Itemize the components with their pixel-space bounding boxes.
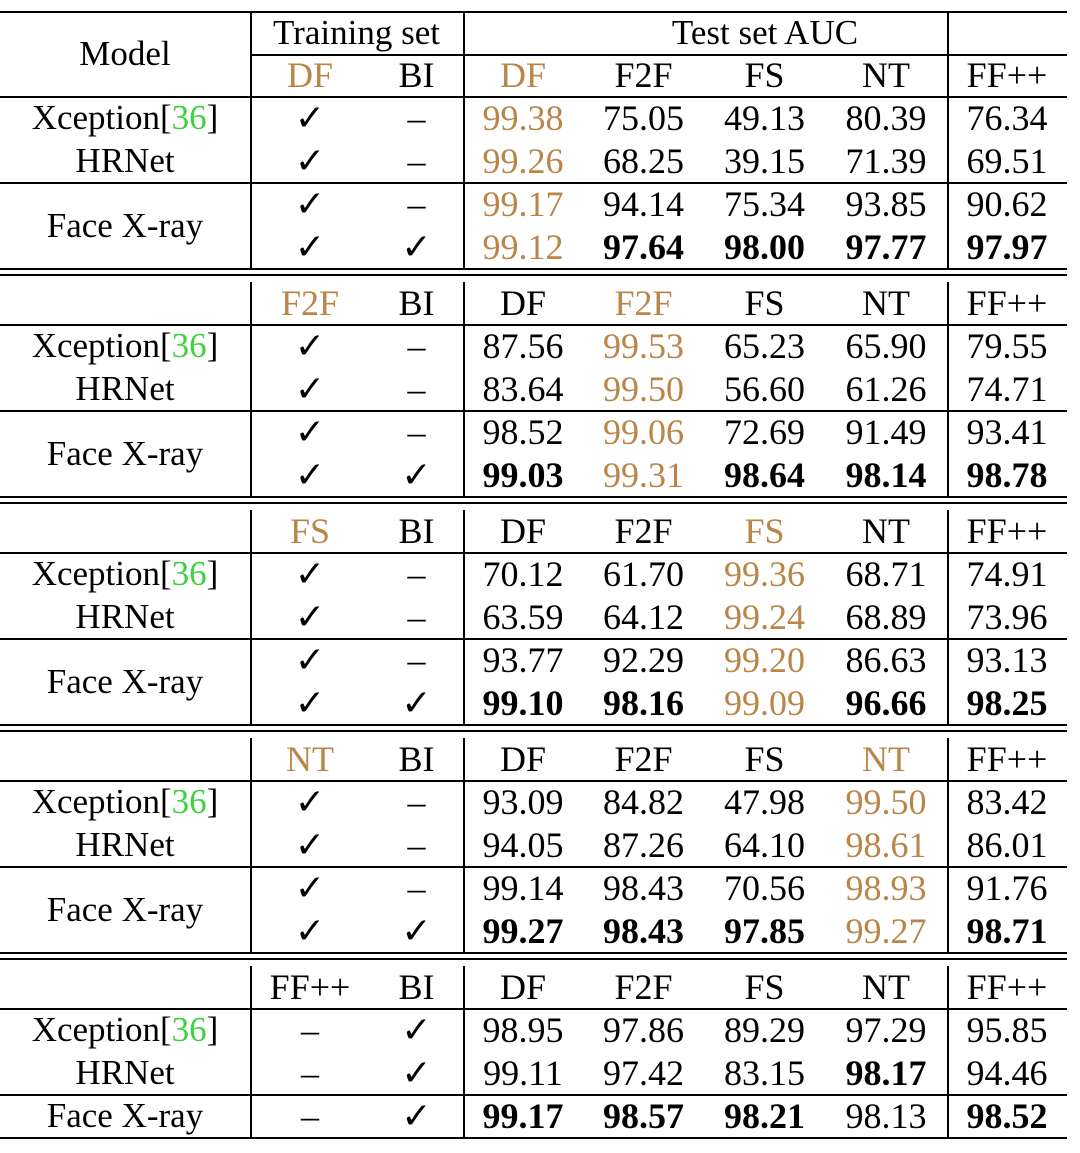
auc-value: 99.12: [482, 226, 564, 267]
citation-link[interactable]: 36: [171, 326, 207, 365]
auc-value: 68.25: [603, 140, 684, 181]
test-column-label: FS: [744, 55, 785, 95]
table-row: [0, 681, 1080, 724]
bi-check: –: [407, 553, 426, 594]
auc-value: 99.11: [483, 1052, 563, 1093]
table-row: [0, 453, 1080, 496]
auc-value: 99.14: [482, 867, 564, 908]
auc-value: 98.61: [845, 824, 927, 865]
model-label: HRNet: [75, 369, 175, 408]
column-rule: [250, 966, 252, 1137]
table-row: [0, 96, 1080, 139]
citation-link[interactable]: 36: [171, 554, 207, 593]
auc-value: 99.17: [482, 183, 564, 224]
test-column-label: DF: [499, 739, 547, 779]
train-check: ✓: [294, 553, 326, 594]
column-rule: [250, 11, 252, 268]
auc-value: 93.77: [482, 639, 564, 680]
auc-value: 75.05: [603, 97, 684, 138]
test-column-label: F2F: [614, 55, 673, 95]
auc-value: 71.39: [845, 140, 927, 181]
train-check: ✓: [294, 596, 326, 637]
auc-value: 98.43: [603, 867, 684, 908]
block-end-rule: [0, 724, 1067, 726]
auc-value: 74.71: [966, 368, 1048, 409]
bi-check: ✓: [401, 910, 432, 951]
auc-value: 99.50: [845, 781, 927, 822]
block-end-rule: [0, 502, 1067, 504]
test-column-label: DF: [499, 967, 547, 1007]
auc-value: 99.24: [724, 596, 805, 637]
column-rule: [947, 282, 949, 496]
auc-value: 83.15: [724, 1052, 805, 1093]
bi-check: ✓: [401, 1052, 432, 1093]
bi-check: ✓: [401, 1009, 432, 1050]
auc-value: 99.03: [482, 454, 564, 495]
model-label: Face X-ray: [46, 433, 204, 473]
auc-value: 91.49: [845, 411, 927, 452]
test-column-label: NT: [862, 55, 910, 95]
table-row: [0, 780, 1080, 823]
model-name: Xception [ 36 ]: [31, 782, 219, 821]
train-check: ✓: [294, 411, 326, 452]
test-column-label: NT: [862, 967, 910, 1007]
model-label: Xception: [31, 326, 160, 365]
model-name: Xception [ 36 ]: [31, 554, 219, 593]
bi-check: –: [407, 97, 426, 138]
table-row: [0, 182, 1080, 245]
table-row: [0, 866, 1080, 929]
test-column-label: F2F: [614, 511, 673, 551]
auc-value: 98.95: [482, 1009, 564, 1050]
block-end-rule: [0, 730, 1067, 732]
auc-value: 99.36: [724, 553, 805, 594]
table-row: [0, 410, 1080, 473]
auc-value: 93.85: [845, 183, 927, 224]
model-label: Xception: [31, 782, 160, 821]
auc-value: 64.12: [603, 596, 684, 637]
auc-value: 98.52: [966, 1095, 1048, 1136]
auc-value: 83.42: [966, 781, 1048, 822]
column-rule: [250, 510, 252, 724]
test-column-label: F2F: [614, 283, 673, 323]
auc-value: 99.10: [482, 682, 564, 723]
auc-value: 98.64: [724, 454, 805, 495]
test-column-label: NT: [862, 511, 910, 551]
auc-value: 98.16: [603, 682, 684, 723]
model-name: Xception [ 36 ]: [31, 98, 219, 137]
auc-value: 47.98: [724, 781, 805, 822]
auc-value: 99.06: [603, 411, 684, 452]
auc-value: 84.82: [603, 781, 684, 822]
auc-value: 98.13: [845, 1095, 927, 1136]
column-rule: [947, 738, 949, 952]
test-column-label: FF++: [966, 511, 1048, 551]
auc-value: 74.91: [966, 553, 1048, 594]
model-label: HRNet: [75, 141, 175, 180]
auc-value: 72.69: [724, 411, 805, 452]
bi-label: BI: [398, 967, 435, 1007]
table-row: [0, 139, 1080, 182]
column-rule: [250, 282, 252, 496]
table-row: [0, 638, 1080, 701]
train-set-label: DF: [286, 55, 334, 95]
auc-value: 99.09: [724, 682, 805, 723]
bi-check: ✓: [401, 682, 432, 723]
model-label: HRNet: [75, 825, 175, 864]
auc-value: 98.52: [482, 411, 564, 452]
auc-value: 98.57: [603, 1095, 684, 1136]
auc-value: 94.05: [482, 824, 564, 865]
model-name: [0, 595, 250, 638]
auc-value: 68.71: [845, 553, 927, 594]
auc-value: 69.51: [966, 140, 1048, 181]
auc-value: 99.31: [603, 454, 684, 495]
column-rule: [947, 11, 949, 268]
test-column-label: DF: [499, 511, 547, 551]
bi-check: –: [407, 325, 426, 366]
auc-value: 95.85: [966, 1009, 1048, 1050]
auc-value: 98.78: [966, 454, 1048, 495]
test-column-label: FF++: [966, 55, 1048, 95]
auc-value: 98.21: [724, 1095, 805, 1136]
auc-value: 70.56: [724, 867, 805, 908]
table-row: [0, 324, 1080, 367]
auc-value: 65.23: [724, 325, 805, 366]
table-row: [0, 1094, 1080, 1137]
subheader-row: [0, 282, 1080, 324]
bi-check: –: [407, 867, 426, 908]
auc-value: 68.89: [845, 596, 927, 637]
auc-value: 61.70: [603, 553, 684, 594]
auc-value: 99.38: [482, 97, 564, 138]
auc-value: 63.59: [482, 596, 564, 637]
bi-check: –: [407, 824, 426, 865]
train-check: ✓: [294, 824, 326, 865]
auc-value: 79.55: [966, 325, 1048, 366]
model-name: [0, 139, 250, 182]
train-check: ✓: [294, 325, 326, 366]
train-check: ✓: [294, 140, 326, 181]
subheader-row: [0, 510, 1080, 552]
training-set-header: Training set: [273, 12, 440, 52]
test-column-label: F2F: [614, 967, 673, 1007]
auc-value: 49.13: [724, 97, 805, 138]
auc-value: 56.60: [724, 368, 805, 409]
test-column-label: NT: [862, 739, 910, 779]
train-check: ✓: [294, 226, 326, 267]
auc-value: 87.56: [482, 325, 564, 366]
auc-value: 98.71: [966, 910, 1048, 951]
train-set-label: FS: [289, 511, 331, 551]
auc-value: 91.76: [966, 867, 1048, 908]
block-end-rule: [0, 268, 1067, 270]
auc-value: 61.26: [845, 368, 927, 409]
subheader-row: [0, 54, 1080, 96]
table-row: [0, 595, 1080, 638]
bi-label: BI: [398, 283, 435, 323]
model-name: [0, 823, 250, 866]
model-label: Face X-ray: [46, 1096, 204, 1135]
model-label: Xception: [31, 1010, 160, 1049]
auc-value: 99.20: [724, 639, 805, 680]
citation-link[interactable]: 36: [171, 1010, 207, 1049]
auc-value: 90.62: [966, 183, 1048, 224]
column-rule: [250, 738, 252, 952]
train-check: ✓: [294, 454, 326, 495]
bi-check: –: [407, 183, 426, 224]
test-column-label: F2F: [614, 739, 673, 779]
train-check: –: [301, 1095, 319, 1136]
column-rule: [463, 510, 465, 724]
train-check: ✓: [294, 682, 326, 723]
auc-value: 98.25: [966, 682, 1048, 723]
auc-value: 99.50: [603, 368, 684, 409]
test-column-label: FF++: [966, 739, 1048, 779]
auc-value: 75.34: [724, 183, 805, 224]
table-row: [0, 552, 1080, 595]
block-end-rule: [0, 496, 1067, 498]
auc-value: 98.17: [845, 1052, 927, 1093]
auc-value: 93.09: [482, 781, 564, 822]
train-check: ✓: [294, 781, 326, 822]
auc-value: 98.00: [724, 226, 805, 267]
train-check: –: [301, 1009, 319, 1050]
block-end-rule: [0, 952, 1067, 954]
test-column-label: NT: [862, 283, 910, 323]
train-set-label: NT: [286, 739, 334, 779]
table-row: [0, 1008, 1080, 1051]
table-row: [0, 909, 1080, 952]
auc-value: 97.85: [724, 910, 805, 951]
test-column-label: DF: [499, 55, 547, 95]
citation-link[interactable]: 36: [171, 782, 207, 821]
auc-value: 94.46: [966, 1052, 1048, 1093]
bi-label: BI: [398, 55, 435, 95]
test-column-label: FS: [744, 283, 785, 323]
model-name: [0, 1094, 250, 1137]
auc-value: 83.64: [482, 368, 564, 409]
block-end-rule: [0, 274, 1067, 276]
bi-check: ✓: [401, 226, 432, 267]
bi-check: –: [407, 781, 426, 822]
test-column-label: FF++: [966, 283, 1048, 323]
test-column-label: DF: [499, 283, 547, 323]
train-check: ✓: [294, 183, 326, 224]
bi-check: –: [407, 639, 426, 680]
auc-value: 93.13: [966, 639, 1048, 680]
citation-link[interactable]: 36: [171, 98, 207, 137]
bottom-rule: [0, 1137, 1067, 1139]
train-set-label: F2F: [280, 283, 340, 323]
train-check: ✓: [294, 639, 326, 680]
auc-value: 97.29: [845, 1009, 927, 1050]
table-row: [0, 225, 1080, 268]
auc-value: 97.86: [603, 1009, 684, 1050]
auc-value: 93.41: [966, 411, 1048, 452]
auc-value: 99.27: [482, 910, 564, 951]
test-set-header: Test set AUC: [671, 12, 859, 52]
auc-value: 65.90: [845, 325, 927, 366]
subheader-row: [0, 966, 1080, 1008]
auc-value: 39.15: [724, 140, 805, 181]
auc-value: 97.77: [845, 226, 927, 267]
model-name: [0, 367, 250, 410]
model-label: HRNet: [75, 1053, 175, 1092]
model-header: Model: [79, 33, 171, 73]
auc-value: 98.14: [845, 454, 927, 495]
bi-check: –: [407, 596, 426, 637]
bi-check: ✓: [401, 1095, 432, 1136]
auc-value: 92.29: [603, 639, 684, 680]
auc-value: 73.96: [966, 596, 1048, 637]
column-rule: [463, 738, 465, 952]
auc-value: 99.53: [603, 325, 684, 366]
auc-value: 96.66: [845, 682, 927, 723]
subheader-row: [0, 738, 1080, 780]
auc-value: 70.12: [482, 553, 564, 594]
auc-value: 76.34: [966, 97, 1048, 138]
auc-value: 99.26: [482, 140, 564, 181]
table-row: [0, 367, 1080, 410]
column-rule: [463, 282, 465, 496]
train-set-label: FF++: [269, 967, 351, 1007]
train-check: ✓: [294, 910, 326, 951]
model-label: HRNet: [75, 597, 175, 636]
auc-value: 94.14: [603, 183, 684, 224]
auc-value: 86.01: [966, 824, 1048, 865]
train-check: ✓: [294, 368, 326, 409]
auc-value: 98.93: [845, 867, 927, 908]
test-column-label: FS: [744, 511, 785, 551]
model-label: Face X-ray: [46, 205, 204, 245]
auc-value: 89.29: [724, 1009, 805, 1050]
block-end-rule: [0, 958, 1067, 960]
model-label: Xception: [31, 98, 160, 137]
table-row: [0, 823, 1080, 866]
bi-check: ✓: [401, 454, 432, 495]
column-rule: [463, 966, 465, 1137]
auc-value: 97.64: [603, 226, 684, 267]
column-rule: [463, 11, 465, 268]
model-label: Face X-ray: [46, 889, 204, 929]
column-rule: [947, 510, 949, 724]
test-column-label: FS: [744, 739, 785, 779]
bi-label: BI: [398, 511, 435, 551]
train-check: ✓: [294, 97, 326, 138]
model-name: Xception [ 36 ]: [31, 1010, 219, 1049]
bi-check: –: [407, 411, 426, 452]
auc-value: 99.17: [482, 1095, 564, 1136]
model-label: Face X-ray: [46, 661, 204, 701]
auc-value: 97.42: [603, 1052, 684, 1093]
auc-value: 97.97: [966, 226, 1048, 267]
auc-value: 99.27: [845, 910, 927, 951]
table-row: [0, 1051, 1080, 1094]
model-label: Xception: [31, 554, 160, 593]
model-name: [0, 1051, 250, 1094]
auc-value: 86.63: [845, 639, 927, 680]
auc-value: 64.10: [724, 824, 805, 865]
model-name: Xception [ 36 ]: [31, 326, 219, 365]
test-column-label: FF++: [966, 967, 1048, 1007]
auc-value: 87.26: [603, 824, 684, 865]
column-rule: [947, 966, 949, 1137]
bi-label: BI: [398, 739, 435, 779]
train-check: –: [301, 1052, 319, 1093]
auc-value: 98.43: [603, 910, 684, 951]
auc-value: 80.39: [845, 97, 927, 138]
train-check: ✓: [294, 867, 326, 908]
test-column-label: FS: [744, 967, 785, 1007]
bi-check: –: [407, 140, 426, 181]
bi-check: –: [407, 368, 426, 409]
